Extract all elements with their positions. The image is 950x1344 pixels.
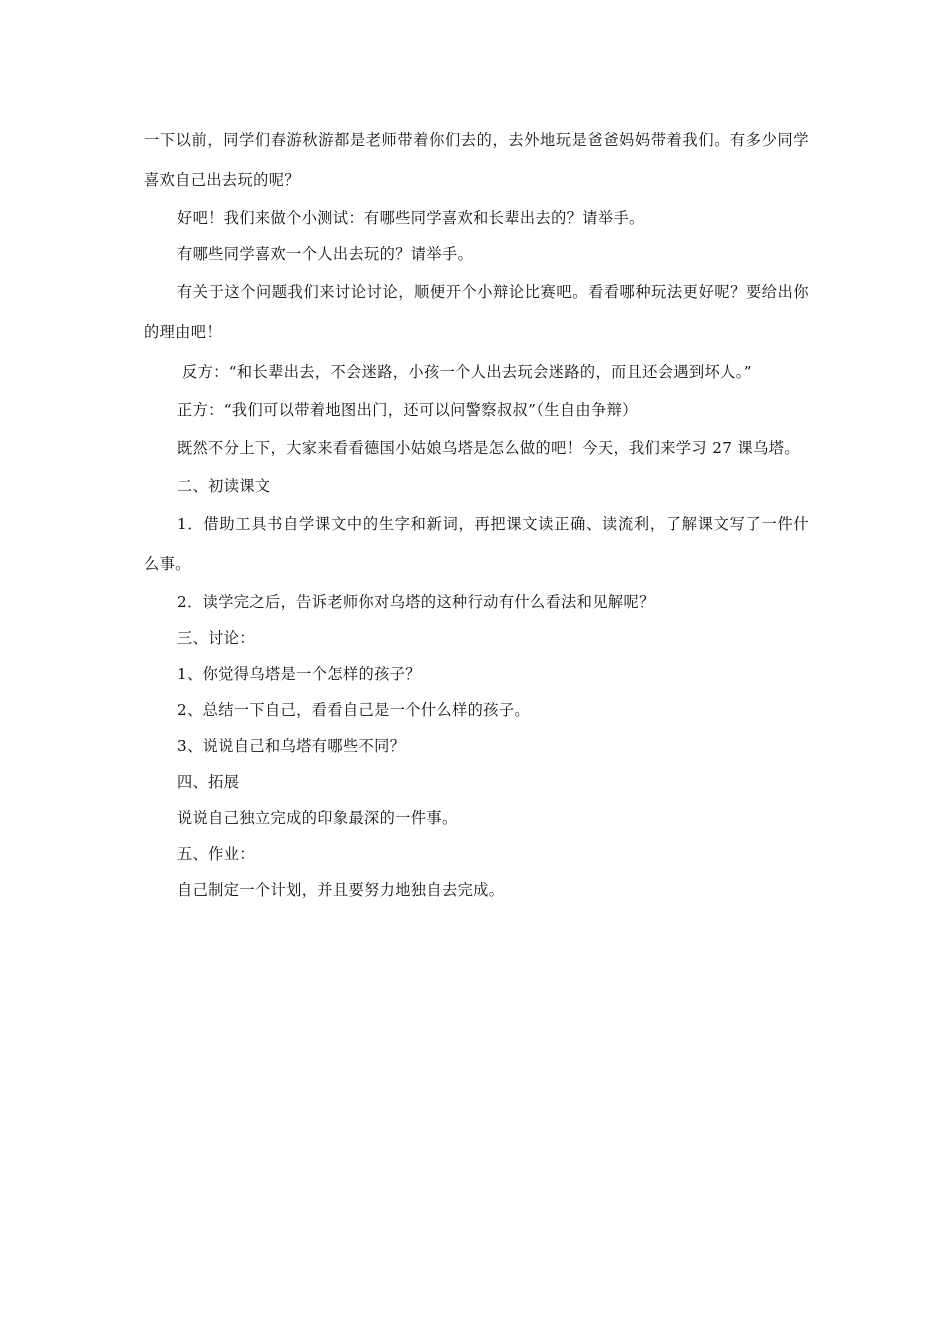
paragraph-homework: 自己制定一个计划，并且要努力地独自去完成。 xyxy=(177,881,505,899)
paragraph-con-side: 反方：“和长辈出去，不会迷路，小孩一个人出去玩会迷路的，而且还会遇到坏人。” xyxy=(182,363,752,381)
paragraph-extension: 说说自己独立完成的印象最深的一件事。 xyxy=(177,809,458,827)
paragraph-intro: 一下以前，同学们春游秋游都是老师带着你们去的，去外地玩是爸爸妈妈带着我们。有多少同学喜欢自己出去玩的呢？ xyxy=(144,131,809,189)
paragraph-pro-side: 正方：“我们可以带着地图出门，还可以问警察叔叔”（生自由争辩） xyxy=(177,401,638,419)
paragraph-step-1: 1．借助工具书自学课文中的生字和新词，再把课文读正确、读流利，了解课文写了一件什么事。 xyxy=(144,515,809,573)
paragraph-lesson-intro: 既然不分上下，大家来看看德国小姑娘乌塔是怎么做的吧！今天，我们来学习 27 课乌塔。 xyxy=(177,439,800,457)
section-heading-extension: 四、拓展 xyxy=(177,773,240,791)
document-body xyxy=(144,120,809,908)
paragraph-test: 好吧！我们来做个小测试：有哪些同学喜欢和长辈出去的？请举手。 xyxy=(177,209,645,227)
paragraph-debate: 有关于这个问题我们来讨论讨论，顺便开个小辩论比赛吧。看看哪种玩法更好呢？要给出你的理由吧！ xyxy=(144,283,809,341)
paragraph-question: 有哪些同学喜欢一个人出去玩的？请举手。 xyxy=(177,245,474,263)
section-heading-homework: 五、作业： xyxy=(177,845,255,863)
paragraph-step-2: 2．读学完之后，告诉老师你对乌塔的这种行动有什么看法和见解呢？ xyxy=(177,593,655,611)
section-heading-discussion: 三、讨论： xyxy=(177,629,255,647)
discussion-item-3: 3、说说自己和乌塔有哪些不同？ xyxy=(177,737,406,755)
discussion-item-2: 2、总结一下自己，看看自己是一个什么样的孩子。 xyxy=(177,701,530,719)
discussion-item-1: 1、你觉得乌塔是一个怎样的孩子？ xyxy=(177,665,421,683)
section-heading-reading: 二、初读课文 xyxy=(177,477,271,495)
